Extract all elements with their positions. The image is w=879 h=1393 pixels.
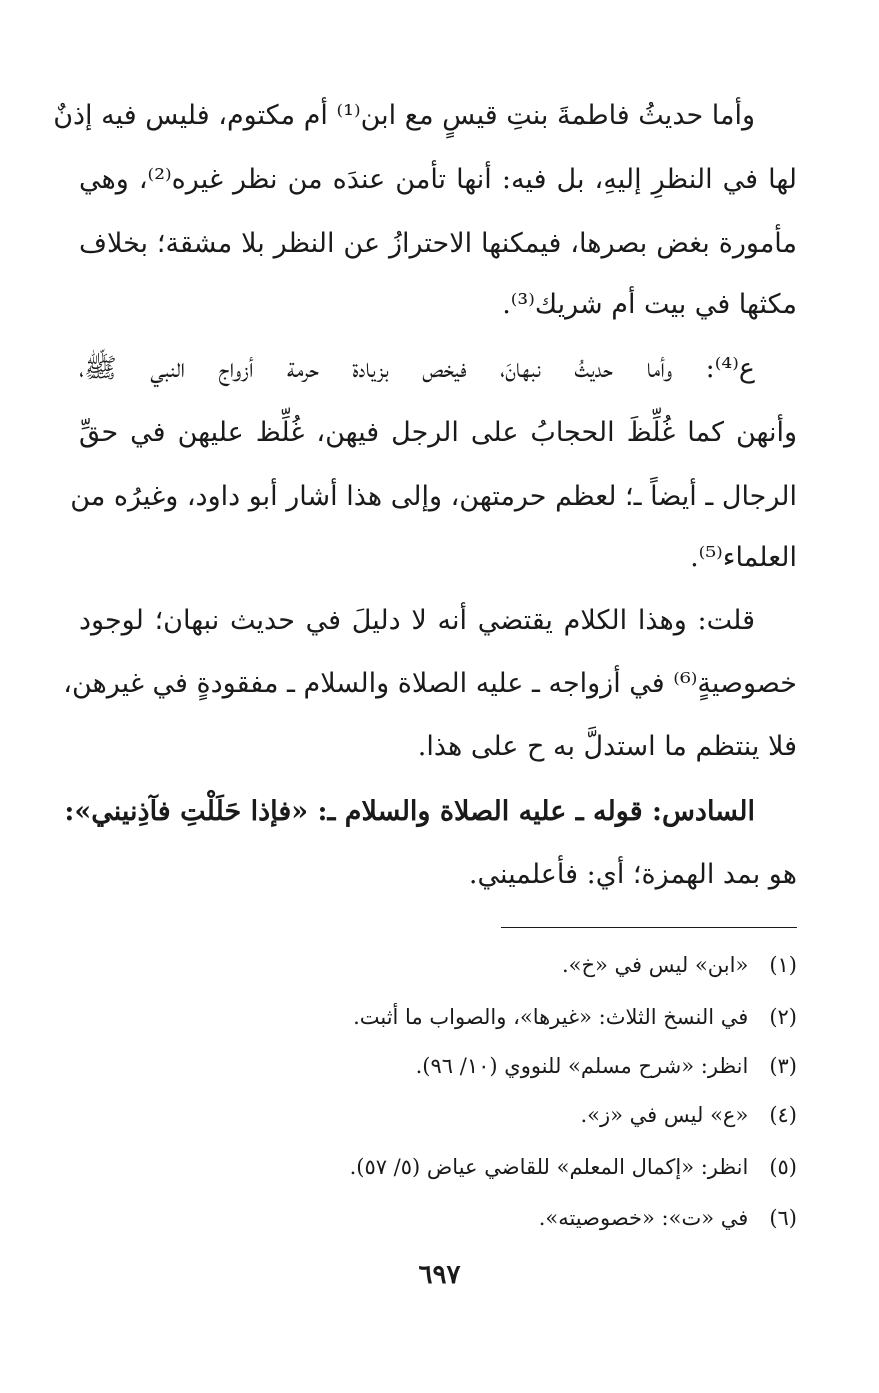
body-line-8: العلماء⁽⁵⁾. [690,542,797,573]
body-line-5: ع⁽⁴⁾: وأما حديثُ نبهانَ، فيخص بزيادة حرمة أزواج النبي ﷺ، [79,353,755,384]
footnote-number: (٣) [769,1054,797,1078]
footnote-5 [79,1152,797,1182]
footnote-text: في النسخ الثلاث: «غيرها»، والصواب ما أثبت. [353,1005,749,1029]
footnote-4 [79,1100,797,1130]
body-line-4: مكثها في بيت أم شريك⁽³⁾. [502,289,797,320]
body-line-7: الرجال ـ أيضاً ـ؛ لعظم حرمتهن، وإلى هذا أشار أبو داود، وغيرُه من [70,481,797,512]
body-line-12: السادس: قوله ـ عليه الصلاة والسلام ـ: «فإذا حَلَلْتِ فآذِنيني»: [64,796,755,827]
body-line-13: هو بمد الهمزة؛ أي: فأعلميني. [468,859,797,890]
body-line-6: وأنهن كما غُلِّظَ الحجابُ على الرجل فيهن، غُلِّظ عليهن في حقِّ [79,417,797,448]
footnote-number: (١) [769,953,797,977]
body-line-11: فلا ينتظم ما استدلَّ به ح على هذا. [417,731,797,762]
body-line-2: لها في النظرِ إليهِ، بل فيه: أنها تأمن عندَه من نظر غيره⁽²⁾، وهي [79,164,797,195]
footnote-number: (٤) [769,1103,797,1127]
page-number: ٦٩٧ [418,1260,461,1290]
footnote-3 [79,1051,797,1081]
footnote-number: (٦) [769,1206,797,1230]
body-line-3: مأمورة بغض بصرها، فيمكنها الاحترازُ عن النظر بلا مشقة؛ بخلاف [79,228,797,259]
footnote-2 [79,1002,797,1032]
footnote-text: انظر: «إكمال المعلم» للقاضي عياض (٥/ ٥٧). [349,1155,749,1179]
footnote-6 [79,1203,797,1233]
footnote-1 [79,950,797,980]
body-line-10: خصوصيةٍ⁽⁶⁾ في أزواجه ـ عليه الصلاة والسلام ـ مفقودةٍ في غيرهن، [63,668,797,699]
footnote-text: «ع» ليس في «ز». [580,1103,749,1127]
footnote-separator [501,927,797,928]
body-line-9: قلت: وهذا الكلام يقتضي أنه لا دليلَ في حديث نبهان؛ لوجود [79,605,755,636]
footnote-text: في «ت»: «خصوصيته». [538,1206,749,1230]
footnote-number: (٥) [769,1155,797,1179]
body-line-1: وأما حديثُ فاطمةَ بنتِ قيسٍ مع ابن⁽¹⁾ أم مكتوم، فليس فيه إذنٌ [53,100,755,131]
footnote-text: انظر: «شرح مسلم» للنووي (١٠/ ٩٦). [415,1054,749,1078]
footnote-text: «ابن» ليس في «خ». [561,953,749,977]
footnote-number: (٢) [769,1005,797,1029]
